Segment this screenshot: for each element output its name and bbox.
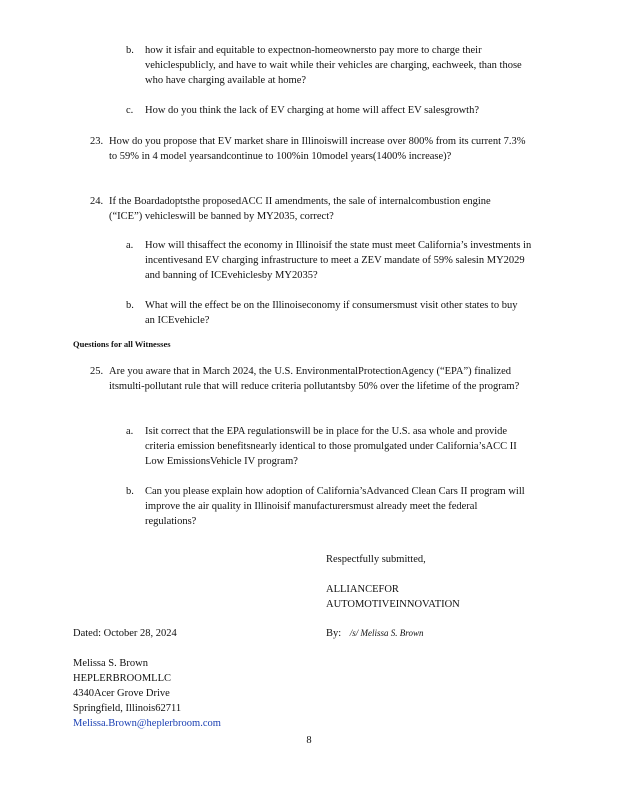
item-text: Isit correct that the EPA regulationswill be in place for the U.S. asa whole and provide criteria emission benefitsnearly identical to those promulgated under California’sACC II Low EmissionsVehicle IV program? [145,426,517,467]
item-label: c. [126,105,134,116]
question-22c [126,103,536,118]
signature: /s/ Melissa S. Brown [349,628,424,638]
item-text: How will thisaffect the economy in Illinoisif the state must meet California’s investments in incentivesand EV charging infrastructure to meet a ZEV mandate of 59% salesin MY2029 and banning of ICEvehiclesby MY2035? [145,240,532,281]
item-label: a. [126,426,134,437]
item-label: 24. [90,196,104,207]
organization-line-2: AUTOMOTIVEINNOVATION [326,599,460,610]
respectfully-submitted: Respectfully submitted, [326,554,426,565]
item-text: Are you aware that in March 2024, the U.S. EnvironmentalProtectionAgency (“EPA”) finalized itsmulti-pollutant rule that will reduce criteria pollutantsby 50% over the lifetime of the program? [109,366,520,392]
signature-line [326,626,423,641]
counsel-name: Melissa S. Brown [73,658,148,669]
question-25b [126,484,526,529]
item-label: 25. [90,366,104,377]
question-22b [126,43,536,88]
item-text: Can you please explain how adoption of California’sAdvanced Clean Cars II program will improve the air quality in Illinoisif manufacturersmust already meet the federal regulations? [145,486,525,527]
item-label: b. [126,300,134,311]
section-heading: Questions for all Witnesses [73,339,171,349]
page-number: 8 [306,735,312,746]
item-label: 23. [90,136,104,147]
counsel-firm: HEPLERBROOMLLC [73,673,172,684]
item-text: How do you propose that EV market share in Illinoiswill increase over 800% from its current 7.3% to 59% in 4 model yearsandcontinue to 100%in 10model years(1400% increase)? [109,136,526,162]
question-23 [90,134,530,164]
by-label: By: [326,628,342,639]
item-label: a. [126,240,134,251]
dated-line: Dated: October 28, 2024 [73,628,177,639]
question-24a [126,238,536,283]
item-text: If the Boardadoptsthe proposedACC II amendments, the sale of internalcombustion engine (“ICE”) vehicleswill be banned by MY2035, correct? [109,196,491,222]
organization-line-1: ALLIANCEFOR [326,584,399,595]
question-25 [90,364,530,394]
counsel-street: 4340Acer Grove Drive [73,688,170,699]
counsel-city: Springfield, Illinois62711 [73,703,182,714]
item-label: b. [126,45,134,56]
counsel-email-row [73,716,221,731]
item-label: b. [126,486,134,497]
item-text: how it isfair and equitable to expectnon-homeownersto pay more to charge their vehiclespublicly, and have to wait while their vehicles are charging, eachweek, than those who have charging available at home? [145,45,522,86]
question-25a [126,424,526,469]
question-24 [90,194,510,224]
item-text: What will the effect be on the Illinoiseconomy if consumersmust visit other states to buy an ICEvehicle? [145,300,518,326]
item-text: How do you think the lack of EV charging at home will affect EV salesgrowth? [145,105,479,116]
counsel-email-link[interactable]: Melissa.Brown@heplerbroom.com [73,718,221,729]
question-24b [126,298,526,328]
